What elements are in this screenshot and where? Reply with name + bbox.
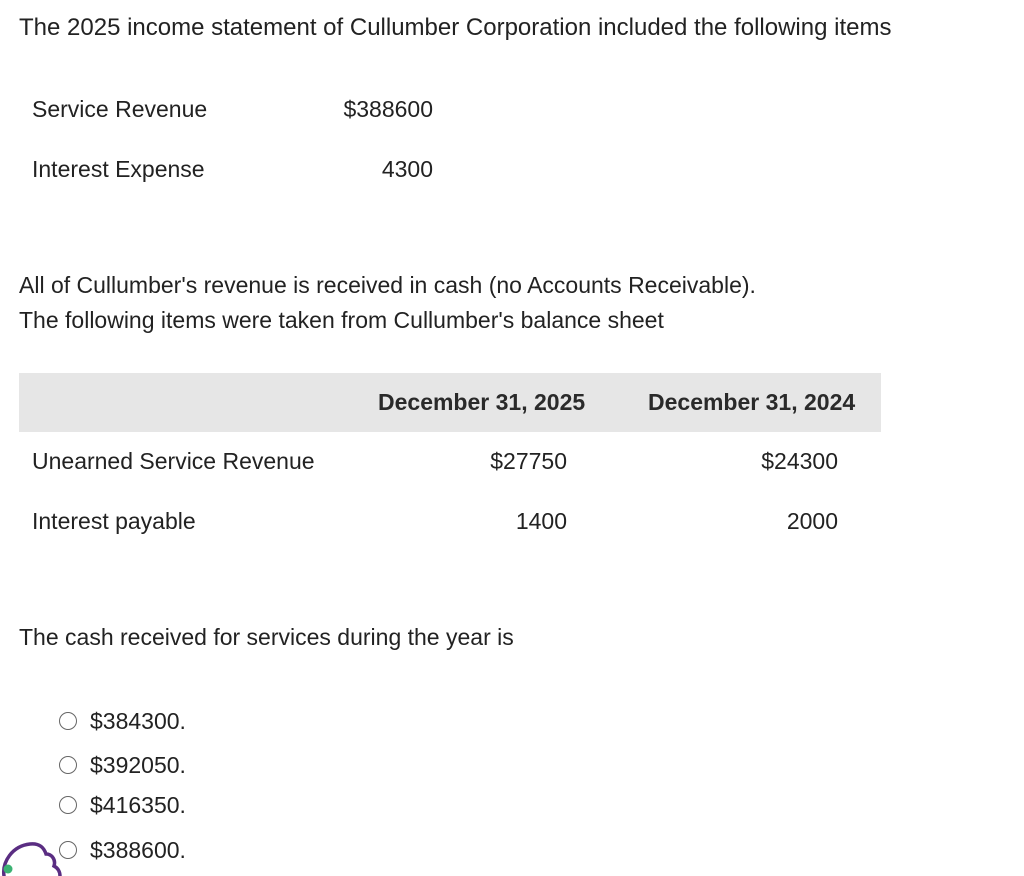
- radio-button[interactable]: [59, 756, 77, 774]
- answer-option-label: $388600.: [90, 836, 186, 863]
- paragraph-revenue-cash: All of Cullumber's revenue is received in cash (no Accounts Receivable).: [19, 272, 756, 298]
- radio-button[interactable]: [59, 712, 77, 730]
- balance-sheet-value-2025: 1400: [515, 508, 567, 534]
- answer-option-label: $416350.: [90, 791, 186, 818]
- question-prompt: The cash received for services during the year is: [19, 624, 514, 650]
- cookie-badge-icon[interactable]: [0, 832, 70, 876]
- balance-sheet-row-label: Unearned Service Revenue: [32, 448, 315, 474]
- balance-sheet-value-2025: $27750: [490, 448, 567, 474]
- income-item-label: Interest Expense: [32, 156, 205, 182]
- radio-button[interactable]: [59, 796, 77, 814]
- answer-option-label: $392050.: [90, 751, 186, 778]
- answer-option[interactable]: [59, 836, 186, 864]
- question-intro: The 2025 income statement of Cullumber Corporation included the following items: [19, 14, 892, 41]
- balance-sheet-value-2024: $24300: [761, 448, 838, 474]
- answer-option[interactable]: [59, 707, 186, 735]
- answer-option[interactable]: [59, 751, 186, 779]
- income-item-label: Service Revenue: [32, 96, 208, 122]
- balance-sheet-row-label: Interest payable: [32, 508, 196, 534]
- column-header-2024: December 31, 2024: [648, 389, 856, 415]
- income-item-value: 4300: [381, 156, 433, 182]
- answer-option[interactable]: [59, 791, 186, 819]
- balance-sheet-header: [19, 373, 881, 432]
- answer-option-label: $384300.: [90, 707, 186, 734]
- balance-sheet-value-2024: 2000: [786, 508, 838, 534]
- income-item-value: $388600: [343, 96, 433, 122]
- paragraph-balance-sheet: The following items were taken from Cullumber's balance sheet: [19, 307, 664, 333]
- column-header-2025: December 31, 2025: [378, 389, 586, 415]
